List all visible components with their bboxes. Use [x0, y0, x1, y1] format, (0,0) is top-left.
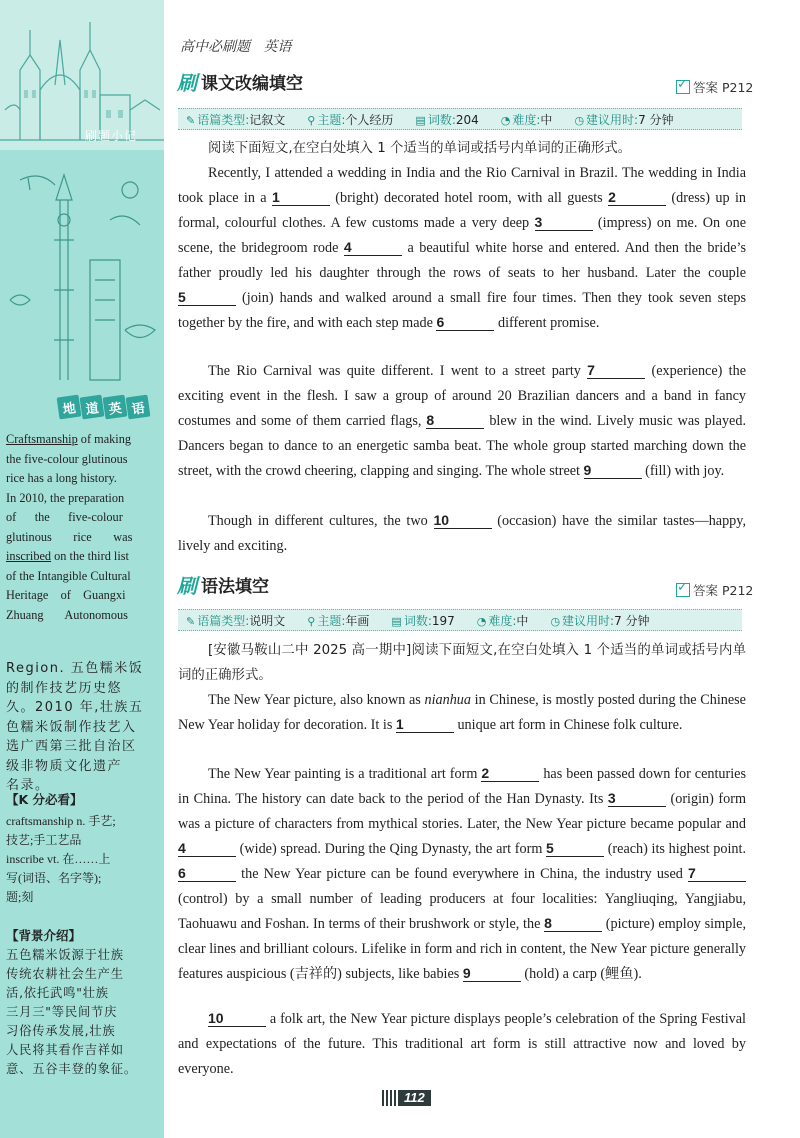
blank-2[interactable]: 2: [481, 765, 539, 782]
blank-8[interactable]: 8: [544, 915, 602, 932]
blank-4[interactable]: 4: [178, 840, 236, 857]
blank-9[interactable]: 9: [584, 462, 642, 479]
magnifier-icon: ⚲: [307, 113, 316, 127]
blank-7[interactable]: 7: [688, 865, 746, 882]
brush-mark: 刷: [177, 573, 197, 598]
sidebar-line: 三月三"等民间节庆: [6, 1005, 118, 1019]
sidebar-chinese-text: [6, 659, 156, 796]
answer-text: 答案 P212: [693, 80, 754, 95]
book-icon: ▤: [415, 113, 426, 127]
section2-info-bar: [178, 609, 742, 631]
blank-8[interactable]: 8: [426, 412, 484, 429]
sidebar-line: 意、五谷丰登的象征。: [6, 1062, 137, 1076]
running-head: 高中必刷题 英语: [180, 39, 292, 55]
blank-3[interactable]: 3: [535, 214, 593, 231]
sidebar-line: rice has a long history.: [6, 471, 117, 485]
info-genre: ✎ 语篇类型:说明文: [186, 613, 286, 628]
sidebar-line: 久。2010 年,壮族五: [6, 700, 144, 715]
blank-10[interactable]: 10: [434, 512, 492, 529]
blank-5[interactable]: 5: [178, 289, 236, 306]
sidebar-line: 写(词语、名字等);: [6, 871, 102, 885]
sidebar-line: of the five-colour: [6, 510, 123, 524]
section1-info-bar: [178, 108, 742, 130]
sidebar-line: Heritage of Guangxi: [6, 588, 126, 602]
sidebar-caption: 刷题小记: [85, 129, 138, 143]
check-icon: [676, 583, 690, 597]
background-section-text: [6, 946, 156, 1079]
info-difficulty: ◔ 难度:中: [500, 112, 553, 127]
section1-paragraph-1: Recently, I attended a wedding in India and the Rio Carnival in Brazil. The wedding in India took place in a 1 (bright) decorated hotel room, with all guests 2 (dress) up in formal, colourful clothes. A few customs made a very deep 3 (impress) on me. On one scene, the bridegroom rode 4 a beautiful white horse and entered. And then the bride’s father proudly led his daughter through the rows of seats to her husband. Later the couple 5 (join) hands and walked around a small fire four times. Then they took seven steps together by the fire, and with each step made 6 different promise.: [178, 165, 746, 331]
sidebar: [0, 0, 164, 1138]
badge-char: 语: [126, 395, 151, 420]
info-time: ◷ 建议用时:7 分钟: [574, 112, 674, 127]
check-icon: [676, 80, 690, 94]
blank-4[interactable]: 4: [344, 239, 402, 256]
info-difficulty: ◔ 难度:中: [476, 613, 529, 628]
gauge-icon: ◔: [500, 113, 511, 127]
sidebar-line: Craftsmanship of making: [6, 432, 132, 446]
sidebar-line: 传统农耕社会生产生: [6, 967, 124, 981]
sidebar-line: 习俗传承发展,壮族: [6, 1024, 116, 1038]
section1-title: [177, 68, 303, 94]
info-topic: ⚲ 主题:个人经历: [307, 112, 394, 127]
section1-title-text: 课文改编填空: [201, 73, 303, 94]
blank-10[interactable]: 10: [208, 1010, 266, 1027]
sidebar-line: 活,依托武鸣"壮族: [6, 986, 109, 1000]
section1-instruction: 阅读下面短文,在空白处填入 1 个适当的单词或括号内单词的正确形式。: [208, 141, 632, 156]
blank-3[interactable]: 3: [608, 790, 666, 807]
badge-char: 道: [80, 395, 105, 420]
info-topic: ⚲ 主题:年画: [307, 613, 370, 628]
blank-7[interactable]: 7: [587, 362, 645, 379]
answer-text: 答案 P212: [693, 583, 754, 598]
sidebar-line: 色糯米饭制作技艺入: [6, 719, 137, 735]
blank-2[interactable]: 2: [608, 189, 666, 206]
section1-answer-ref[interactable]: [676, 78, 753, 96]
sidebar-line: 题;刻: [6, 890, 34, 904]
k-section-text: [6, 812, 156, 907]
sidebar-line: glutinous rice was: [6, 529, 133, 544]
gauge-icon: ◔: [476, 614, 487, 628]
clock-icon: ◷: [574, 113, 585, 127]
sidebar-line: Region. 五色糯米饭: [6, 661, 144, 676]
info-wordcount: ▤ 词数:197: [391, 613, 455, 628]
idiomatic-english-badge: [58, 396, 150, 418]
pinyin-term: nianhua: [424, 692, 471, 708]
blank-6[interactable]: 6: [436, 314, 494, 331]
section2-instruction: [安徽马鞍山二中 2025 高一期中]阅读下面短文,在空白处填入 1 个适当的单词或括号内单词的正确形式。: [178, 643, 746, 683]
section2-title-text: 语法填空: [201, 576, 269, 597]
sidebar-line: 的制作技艺历史悠: [6, 680, 123, 696]
clock-icon: ◷: [550, 614, 561, 628]
section1-paragraph-3: Though in different cultures, the two 10 (occasion) have the similar tastes—happy, lively and exciting.: [178, 512, 746, 554]
blank-5[interactable]: 5: [546, 840, 604, 857]
page-number-decoration: [382, 1090, 396, 1106]
sidebar-line: 选广西第三批自治区: [6, 739, 137, 754]
info-wordcount: ▤ 词数:204: [415, 112, 479, 127]
section2-answer-ref[interactable]: [676, 581, 753, 599]
sidebar-english-text: [6, 430, 156, 625]
info-time: ◷ 建议用时:7 分钟: [550, 613, 650, 628]
blank-9[interactable]: 9: [463, 965, 521, 982]
sidebar-line: 五色糯米饭源于壮族: [6, 948, 124, 962]
badge-char: 英: [103, 395, 128, 420]
sidebar-line: 名录。: [6, 778, 50, 793]
sidebar-line: 人民将其看作吉祥如: [6, 1043, 124, 1057]
sidebar-line: craftsmanship n. 手艺;: [6, 814, 116, 828]
k-section-title: 【K 分必看】: [6, 792, 83, 807]
sidebar-line: 技艺;手工艺品: [6, 833, 82, 847]
sidebar-line: the five-colour glutinous: [6, 451, 128, 466]
book-icon: ▤: [391, 614, 402, 628]
section2-paragraph-3: 10 a folk art, the New Year picture displays people’s celebration of the Spring Festival and expectations of the future. This traditional art form is still attractive now and loved by everyone.: [178, 1010, 746, 1077]
sidebar-line: Zhuang Autonomous: [6, 607, 128, 622]
blank-1[interactable]: 1: [396, 716, 454, 733]
page-number-text: 112: [398, 1090, 431, 1106]
pencil-icon: ✎: [186, 113, 196, 127]
sidebar-line: 级非物质文化遗产: [6, 758, 123, 774]
blank-1[interactable]: 1: [272, 189, 330, 206]
page-number: [382, 1090, 431, 1106]
background-section-title: 【背景介绍】: [6, 928, 82, 943]
badge-char: 地: [57, 395, 82, 420]
section2-paragraph-1: The New Year picture, also known as nianhua in Chinese, is mostly posted during the Chinese New Year holiday for decoration. It is 1 unique art form in Chinese folk culture.: [178, 692, 746, 733]
section2-title: [177, 571, 269, 597]
sidebar-line: inscribed on the third list: [6, 549, 129, 563]
sidebar-line: In 2010, the preparation: [6, 490, 125, 505]
brush-mark: 刷: [177, 70, 197, 95]
magnifier-icon: ⚲: [307, 614, 316, 628]
section2-paragraph-2: The New Year painting is a traditional art form 2 has been passed down for centuries in China. The history can date back to the period of the Han Dynasty. Its 3 (origin) form was a picture of characters from mythical stories. Later, the New Year picture became popular and 4 (wide) spread. During the Qing Dynasty, the art form 5 (reach) its highest point. 6 the New Year picture can be found everywhere in China, the industry used 7 (control) by a small number of leading producers at four localities: Yangliuqing, Yangjiabu, Taohuawu and Foshan. In terms of their brushwork or style, the 8 (picture) employ simple, clear lines and brilliant colours. Lifelike in form and rich in content, the New Year picture generally features auspicious (吉祥的) subjects, like babies 9 (hold) a carp (鲤鱼).: [178, 765, 747, 982]
sidebar-illustration: [0, 0, 164, 390]
pencil-icon: ✎: [186, 614, 196, 628]
sidebar-line: of the Intangible Cultural: [6, 568, 131, 583]
sidebar-line: inscribe vt. 在……上: [6, 852, 111, 866]
section1-paragraph-2: The Rio Carnival was quite different. I went to a street party 7 (experience) the exciting event in the flesh. I saw a group of around 20 Brazilian dancers and a band in fancy costumes and some of them carried flags, 8 blew in the wind. Lively music was played. Dancers began to dance to an energetic samba beat. The whole group started marching down the street, with the crowd cheering, clapping and singing. The whole street 9 (fill) with joy.: [178, 362, 747, 479]
blank-6[interactable]: 6: [178, 865, 236, 882]
info-genre: ✎ 语篇类型:记叙文: [186, 112, 286, 127]
